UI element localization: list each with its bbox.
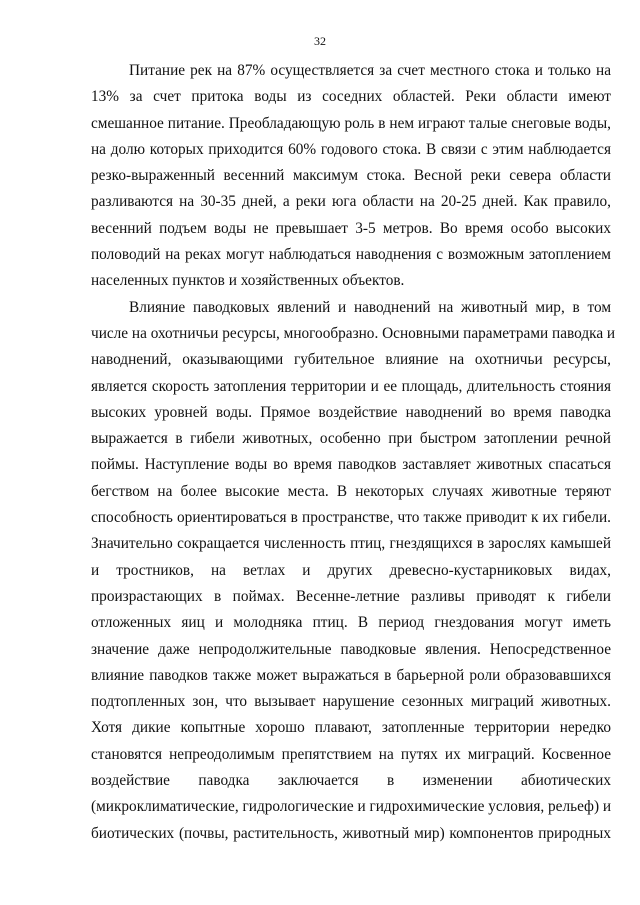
- text-line: значение даже непродолжительные паводковые явления. Непосредственное: [91, 640, 611, 658]
- paragraph-river-feeding: [91, 58, 611, 295]
- text-line: становятся непреодолимым препятствием на путях их миграций. Косвенное: [91, 745, 611, 763]
- text-line: половодий на реках могут наблюдаться наводнения с возможным затоплением: [91, 246, 611, 264]
- page-number: 32: [314, 34, 326, 48]
- text-line: Значительно сокращается численность птиц, гнездящихся в зарослях камышей: [91, 535, 611, 553]
- text-line: произрастающих в поймах. Весенне-летние разливы приводят к гибели: [91, 587, 611, 605]
- text-line: выражается в гибели животных, особенно при быстром затоплении речной: [91, 430, 611, 448]
- paragraph-flood-impact: [91, 295, 616, 847]
- text-line: отложенных яиц и молодняка птиц. В период гнездования могут иметь: [91, 614, 611, 632]
- text-line: (микроклиматические, гидрологические и гидрохимические условия, рельеф) и: [91, 798, 612, 816]
- text-line: населенных пунктов и хозяйственных объектов.: [91, 272, 405, 290]
- text-line: способность ориентироваться в пространстве, что также приводит к их гибели.: [91, 509, 611, 527]
- text-line: числе на охотничьи ресурсы, многообразно. Основными параметрами паводка и: [91, 324, 616, 342]
- text-line: влияние паводков также может выражаться в барьерной роли образовавшихся: [91, 666, 611, 684]
- text-line: и тростников, на ветлах и других древесно-кустарниковых видах,: [91, 561, 611, 579]
- text-line: 13% за счет притока воды из соседних областей. Реки области имеют: [91, 88, 611, 106]
- text-line: биотических (почвы, растительность, животный мир) компонентов природных: [91, 824, 611, 842]
- text-line: поймы. Наступление воды во время паводков заставляет животных спасаться: [91, 456, 611, 474]
- text-line: на долю которых приходится 60% годового стока. В связи с этим наблюдается: [91, 140, 611, 158]
- text-line: подтопленных зон, что вызывает нарушение сезонных миграций животных.: [91, 693, 611, 711]
- text-line: разливаются на 30-35 дней, а реки юга области на 20-25 дней. Как правило,: [91, 193, 611, 211]
- text-line: высоких уровней воды. Прямое воздействие наводнений во время паводка: [91, 403, 611, 421]
- document-body: [91, 58, 616, 847]
- text-line: Хотя дикие копытные хорошо плавают, затопленные территории нередко: [91, 719, 611, 737]
- text-line: бегством на более высокие места. В некоторых случаях животные теряют: [91, 482, 611, 500]
- text-line: наводнений, оказывающими губительное влияние на охотничьи ресурсы,: [91, 351, 611, 369]
- text-line: Влияние паводковых явлений и наводнений на животный мир, в том: [129, 298, 611, 316]
- text-line: резко-выраженный весенний максимум стока. Весной реки севера области: [91, 167, 611, 185]
- text-line: Питание рек на 87% осуществляется за счет местного стока и только на: [129, 62, 611, 79]
- text-line: весенний подъем воды не превышает 3-5 метров. Во время особо высоких: [91, 219, 611, 237]
- text-line: воздействие паводка заключается в изменении абиотических: [91, 772, 611, 790]
- text-line: смешанное питание. Преобладающую роль в нем играют талые снеговые воды,: [91, 114, 611, 132]
- text-line: является скорость затопления территории и ее площадь, длительность стояния: [91, 377, 611, 395]
